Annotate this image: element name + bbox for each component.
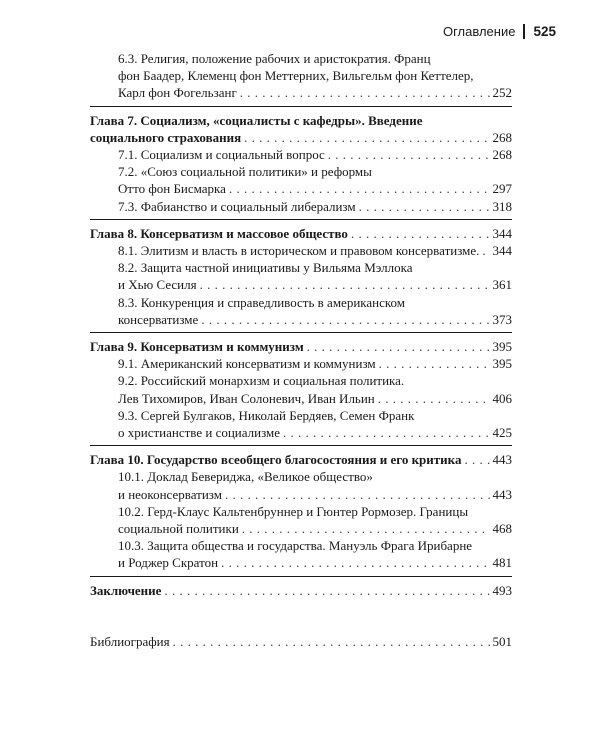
- leader-dots: [378, 390, 490, 407]
- toc-entry-8-3[interactable]: [90, 294, 512, 328]
- toc-entry-9-3[interactable]: [90, 407, 512, 441]
- toc-line: 9.3. Сергей Булгаков, Николай Бердяев, Семен Франк: [118, 407, 415, 423]
- toc-title: и неоконсерватизм: [118, 486, 222, 502]
- toc-page: 268: [492, 147, 512, 163]
- toc-title: Глава 10. Государство всеобщего благосостояния и его критика: [90, 452, 462, 468]
- page-number: 525: [533, 24, 556, 39]
- toc-page: 373: [492, 311, 512, 327]
- toc-line: Глава 7. Социализм, «социалисты с кафедры». Введение: [90, 112, 423, 128]
- toc-entry-9-1[interactable]: [90, 355, 512, 372]
- divider: [90, 445, 512, 446]
- toc-page: 443: [492, 486, 512, 502]
- toc-entry-6-3[interactable]: [90, 50, 512, 102]
- toc-entry-9-2[interactable]: [90, 372, 512, 406]
- toc-title: и Роджер Скратон: [118, 555, 219, 571]
- toc-line: 8.2. Защита частной инициативы у Вильяма Мэллока: [118, 260, 413, 276]
- leader-dots: [164, 582, 489, 599]
- toc-page: 252: [492, 85, 512, 101]
- toc-line: 10.2. Герд-Клаус Кальтенбруннер и Гюнтер Рормозер. Границы: [118, 503, 469, 519]
- toc-page: 501: [492, 633, 512, 649]
- leader-dots: [200, 276, 490, 293]
- divider: [90, 219, 512, 220]
- leader-dots: [307, 338, 490, 355]
- leader-dots: [482, 242, 489, 259]
- toc-title: и Хью Сесиля: [118, 277, 197, 293]
- toc-chapter-9[interactable]: [90, 338, 512, 355]
- toc-entry-7-2[interactable]: [90, 163, 512, 197]
- toc-page: 395: [492, 356, 512, 372]
- divider: [90, 106, 512, 107]
- toc-title: 7.3. Фабианство и социальный либерализм: [118, 198, 356, 214]
- toc-page: 344: [492, 225, 512, 241]
- toc-title: Библиография: [90, 633, 170, 649]
- toc-title: 9.1. Американский консерватизм и коммунизм: [118, 356, 376, 372]
- toc-entry-8-2[interactable]: [90, 259, 512, 293]
- toc-chapter-8[interactable]: [90, 225, 512, 242]
- toc-title: Отто фон Бисмарка: [118, 181, 226, 197]
- toc-title: Карл фон Фогельзанг: [118, 85, 237, 101]
- toc-title: Глава 9. Консерватизм и коммунизм: [90, 339, 304, 355]
- toc-title: социальной политики: [118, 521, 239, 537]
- toc-line: 10.3. Защита общества и государства. Мануэль Фрага Ирибарне: [118, 538, 473, 554]
- leader-dots: [328, 146, 490, 163]
- toc-line: 10.1. Доклад Бевериджа, «Великое общество»: [118, 469, 373, 485]
- toc-title: Лев Тихомиров, Иван Солоневич, Иван Ильин: [118, 390, 375, 406]
- leader-dots: [242, 520, 490, 537]
- toc-conclusion[interactable]: [90, 582, 512, 599]
- toc-page: 318: [492, 198, 512, 214]
- toc-title: Заключение: [90, 582, 162, 598]
- leader-dots: [221, 554, 489, 571]
- leader-dots: [225, 486, 490, 503]
- toc-bibliography[interactable]: [90, 633, 512, 650]
- toc-title: 8.1. Элитизм и власть в историческом и правовом консерватизме.: [118, 243, 480, 259]
- toc-entry-8-1[interactable]: [90, 242, 512, 259]
- toc-entry-7-1[interactable]: [90, 146, 512, 163]
- header-title: Оглавление: [442, 24, 516, 39]
- leader-dots: [464, 451, 489, 468]
- toc-entry-7-3[interactable]: [90, 198, 512, 215]
- leader-dots: [229, 180, 490, 197]
- toc-title: Глава 8. Консерватизм и массовое общество: [90, 225, 348, 241]
- toc-title: консерватизме: [118, 311, 199, 327]
- toc-title: социального страхования: [90, 129, 242, 145]
- leader-dots: [173, 633, 490, 650]
- toc-title: о христианстве и социализме: [118, 425, 281, 441]
- toc-page: 443: [492, 452, 512, 468]
- toc-line: 8.3. Конкуренция и справедливость в американском: [118, 294, 406, 310]
- toc-page: 361: [492, 277, 512, 293]
- toc-page: 493: [492, 582, 512, 598]
- toc-page: 406: [492, 390, 512, 406]
- toc-entry-10-3[interactable]: [90, 537, 512, 571]
- toc-page: 297: [492, 181, 512, 197]
- leader-dots: [283, 424, 489, 441]
- header-separator: [523, 24, 525, 39]
- toc-page: 468: [492, 521, 512, 537]
- toc-title: 7.1. Социализм и социальный вопрос: [118, 147, 325, 163]
- toc-entry-10-1[interactable]: [90, 468, 512, 502]
- running-header: [443, 24, 556, 39]
- leader-dots: [359, 198, 490, 215]
- leader-dots: [379, 355, 490, 372]
- leader-dots: [244, 129, 489, 146]
- toc-page: 395: [492, 339, 512, 355]
- toc-chapter-7[interactable]: [90, 112, 512, 146]
- toc-chapter-10[interactable]: [90, 451, 512, 468]
- leader-dots: [201, 311, 489, 328]
- divider: [90, 576, 512, 577]
- toc-line: 6.3. Религия, положение рабочих и аристократия. Франц: [118, 51, 431, 66]
- toc-page: 268: [492, 129, 512, 145]
- toc-page: 425: [492, 425, 512, 441]
- table-of-contents: [90, 50, 512, 650]
- toc-line: 7.2. «Союз социальной политики» и реформы: [118, 164, 372, 180]
- toc-page: 481: [492, 555, 512, 571]
- toc-line: фон Баадер, Клеменц фон Меттерних, Вильгельм фон Кеттелер,: [118, 68, 474, 84]
- toc-entry-10-2[interactable]: [90, 503, 512, 537]
- divider: [90, 332, 512, 333]
- toc-line: 9.2. Российский монархизм и социальная политика.: [118, 373, 405, 389]
- leader-dots: [240, 84, 490, 101]
- toc-page: 344: [492, 243, 512, 259]
- leader-dots: [351, 225, 490, 242]
